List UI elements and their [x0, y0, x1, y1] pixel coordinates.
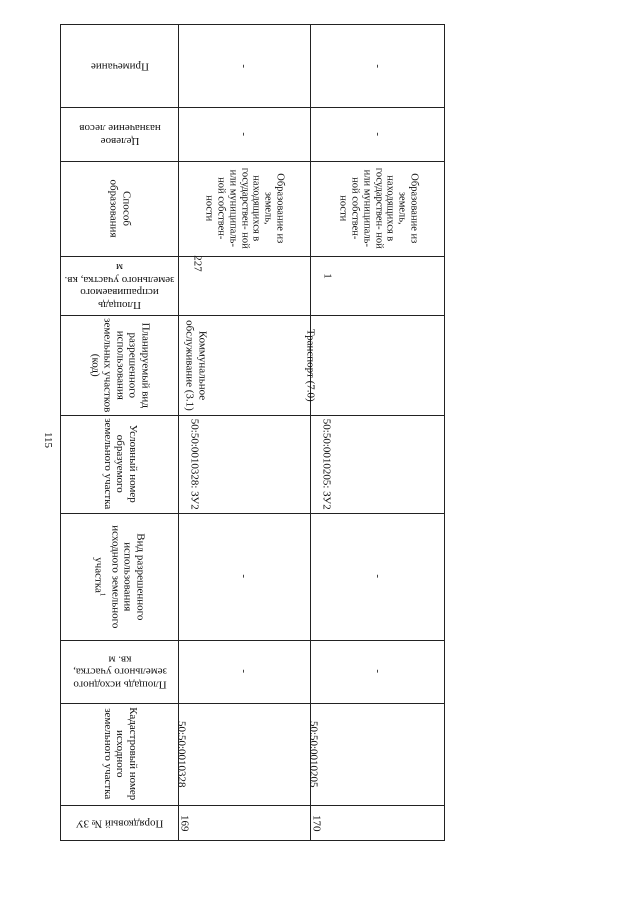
cell-area-requested: 227 — [191, 255, 204, 272]
header-order-number: Порядковый № ЗУ — [75, 817, 164, 830]
header-use-source: Вид разрешенного использования исходного земельного участка$^1$ — [93, 524, 147, 629]
cell-cadastral-source: 50:50:0010205 — [307, 720, 320, 788]
header-area-requested: Площадь испрашиваемого земельного участка, кв. м — [64, 261, 175, 311]
cell-formation-method: Образование из земель, находящихся в государствен- ной или муниципаль- ной собствен- ности — [337, 168, 420, 249]
header-planned-use: Планируемый вид разрешенного использования земельных участков (код) — [88, 317, 151, 413]
cell-area-source: - — [372, 669, 385, 674]
cell-forest-purpose: - — [238, 132, 251, 136]
header-note: Примечание — [90, 60, 149, 73]
cell-formation-method: Образование из земель, находящихся в государствен- ной или муниципаль- ной собствен- ности — [203, 168, 286, 249]
land-plots-table — [60, 24, 445, 841]
cell-conditional-number: 50:50:0010205: ЗУ2 — [320, 418, 333, 510]
cell-conditional-number: 50:50:0010328: ЗУ2 — [188, 418, 201, 510]
cell-note: - — [238, 64, 251, 68]
header-conditional-number: Условный номер образуемого земельного участка — [101, 418, 139, 510]
header-area-source: Площадь исходного земельного участка, кв. м — [72, 653, 167, 691]
cell-cadastral-source: 50:50:0010328 — [175, 720, 188, 788]
cell-note: - — [372, 64, 385, 68]
cell-area-requested: 1 — [321, 273, 334, 279]
cell-area-source: - — [238, 669, 251, 674]
cell-use-source: - — [238, 574, 251, 579]
cell-use-source: - — [372, 574, 385, 579]
cell-planned-use: Коммунальное обслуживание (3.1) — [184, 319, 209, 411]
header-formation-method: Способ образования — [107, 179, 132, 238]
header-forest-purpose: Целевое назначение лесов — [78, 122, 161, 147]
cell-forest-purpose: - — [372, 132, 385, 136]
cell-planned-use: Транспорт (7.0) — [304, 328, 317, 402]
cell-order-number: 170 — [310, 815, 323, 832]
cell-order-number: 169 — [178, 815, 191, 832]
header-cadastral-source: Кадастровый номер исходного земельного участка — [101, 707, 139, 801]
page-number: 115 — [42, 431, 54, 449]
